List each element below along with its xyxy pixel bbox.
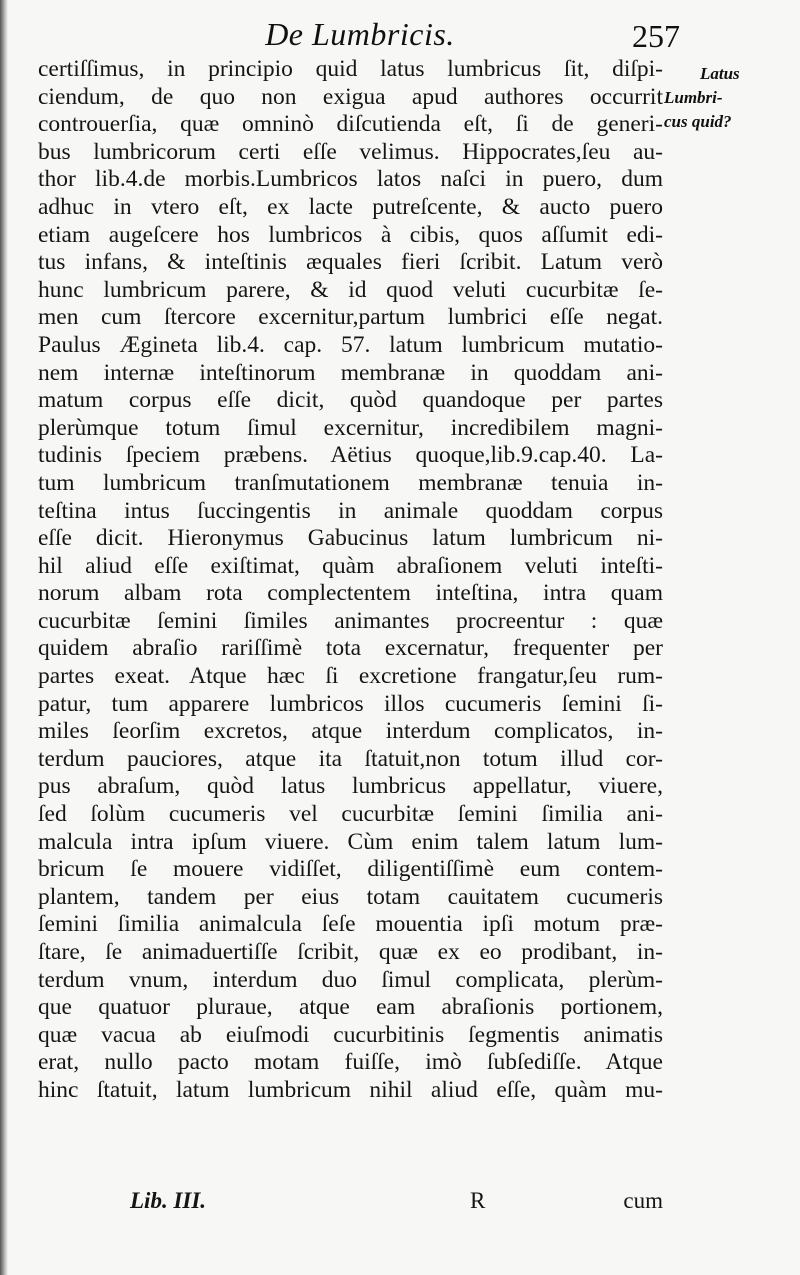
text-line: nem internæ inteſtinorum membranæ in quoddam ani- xyxy=(38,359,663,386)
text-line: tudinis ſpeciem præbens. Aëtius quoque,lib.9.cap.40. La- xyxy=(38,442,663,469)
text-line: partes exeat. Atque hæc ſi excretione frangatur,ſeu rum- xyxy=(38,663,663,690)
text-line: hil aliud eſſe exiſtimat, quàm abraſionem veluti inteſti- xyxy=(38,552,663,579)
text-line: teſtina intus ſuccingentis in animale quoddam corpus xyxy=(38,497,663,524)
text-line: miles ſeorſim excretos, atque interdum complicatos, in- xyxy=(38,718,663,745)
text-line: matum corpus eſſe dicit, quòd quandoque per partes xyxy=(38,387,663,414)
text-line: plerùmque totum ſimul excernitur, incredibilem magni- xyxy=(38,414,663,441)
text-line: etiam augeſcere hos lumbricos à cibis, quos aſſumit edi- xyxy=(38,221,663,248)
text-line: terdum pauciores, atque ita ſtatuit,non totum illud cor- xyxy=(38,745,663,772)
footer-line xyxy=(38,1186,663,1220)
margin-note-line: Latus xyxy=(700,64,740,83)
text-line: tus infans, & inteſtinis æquales fieri ſcribit. Latum verò xyxy=(38,249,663,276)
text-line: ſemini ſimilia animalcula ſeſe mouentia ipſi motum præ- xyxy=(38,911,663,938)
text-line: bricum ſe mouere vidiſſet, diligentiſſimè eum contem- xyxy=(38,856,663,883)
text-line: malcula intra ipſum viuere. Cùm enim talem latum lum- xyxy=(38,828,663,855)
text-line: adhuc in vtero eſt, ex lacte putreſcente, & aucto puero xyxy=(38,193,663,220)
text-line: erat, nullo pacto motam fuiſſe, imò ſubſediſſe. Atque xyxy=(38,1049,663,1076)
margin-note-line: cus quid? xyxy=(664,112,732,131)
catchword: cum xyxy=(623,1188,663,1213)
running-title: De Lumbricis. xyxy=(265,16,455,52)
text-line: norum albam rota complectentem inteſtina, intra quam xyxy=(38,580,663,607)
text-line: ſed ſolùm cucumeris vel cucurbitæ ſemini ſimilia ani- xyxy=(38,801,663,828)
signature-mark: R xyxy=(470,1188,486,1213)
text-line: tum lumbricum tranſmutationem membranæ tenuia in- xyxy=(38,469,663,496)
page-number: 257 xyxy=(632,18,680,54)
book-number: Lib. III. xyxy=(130,1188,207,1213)
text-line: eſſe dicit. Hieronymus Gabucinus latum lumbricum ni- xyxy=(38,525,663,552)
body-text xyxy=(38,56,663,1105)
text-line: terdum vnum, interdum duo ſimul complicata, plerùm- xyxy=(38,966,663,993)
text-line: thor lib.4.de morbis.Lumbricos latos naſci in puero, dum xyxy=(38,166,663,193)
text-line: controuerſia, quæ omninò diſcutienda eſt, ſi de generi- xyxy=(38,111,663,138)
text-line: hunc lumbricum parere, & id quod veluti cucurbitæ ſe- xyxy=(38,276,663,303)
text-line: hinc ſtatuit, latum lumbricum nihil aliud eſſe, quàm mu- xyxy=(38,1076,663,1103)
text-line: ciendum, de quo non exigua apud authores occurrit xyxy=(38,83,663,110)
page-binding-edge xyxy=(0,0,8,1275)
text-line: que quatuor pluraue, atque eam abraſionis portionem, xyxy=(38,994,663,1021)
text-line: pus abraſum, quòd latus lumbricus appellatur, viuere, xyxy=(38,773,663,800)
text-line: quæ vacua ab eiuſmodi cucurbitinis ſegmentis animatis xyxy=(38,1021,663,1048)
text-line: ſtare, ſe animaduertiſſe ſcribit, quæ ex eo prodibant, in- xyxy=(38,939,663,965)
text-line: men cum ſtercore excernitur,partum lumbrici eſſe negat. xyxy=(38,304,663,331)
margin-note xyxy=(664,62,794,134)
text-line: quidem abraſio rariſſimè tota excernatur, frequenter per xyxy=(38,635,663,662)
text-line: bus lumbricorum certi eſſe velimus. Hippocrates,ſeu au- xyxy=(38,138,663,165)
running-head xyxy=(40,10,680,54)
text-line: cucurbitæ ſemini ſimiles animantes procreentur : quæ xyxy=(38,607,663,634)
text-line: patur, tum apparere lumbricos illos cucumeris ſemini ſi- xyxy=(38,690,663,717)
margin-note-line: Lumbri- xyxy=(664,88,723,107)
text-line: plantem, tandem per eius totam cauitatem cucumeris xyxy=(38,883,663,910)
text-line: Paulus Ægineta lib.4. cap. 57. latum lumbricum mutatio- xyxy=(38,331,663,358)
text-line: certiſſimus, in principio quid latus lumbricus ſit, diſpi- xyxy=(38,56,663,82)
